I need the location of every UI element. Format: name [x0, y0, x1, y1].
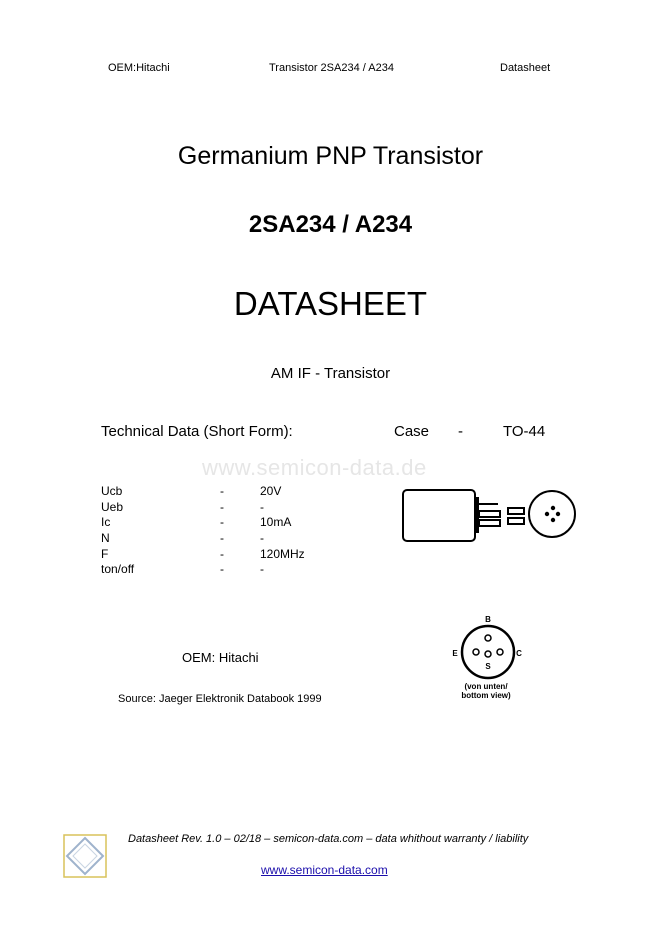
spec-dash: - — [220, 547, 224, 561]
spec-name: N — [101, 531, 110, 545]
pin-s — [485, 651, 491, 657]
spec-name: F — [101, 547, 109, 561]
technical-heading: Technical Data (Short Form): — [101, 423, 293, 440]
header-part: Transistor 2SA234 / A234 — [269, 62, 394, 74]
lead-section — [508, 518, 524, 524]
spec-name: Ueb — [101, 500, 124, 514]
spec-dash: - — [220, 531, 224, 545]
spec-dash: - — [220, 484, 224, 498]
spec-value: 10mA — [260, 515, 292, 529]
source-line: Source: Jaeger Elektronik Databook 1999 — [118, 693, 322, 705]
pinout-diagram — [448, 612, 538, 704]
spec-value: - — [260, 531, 264, 545]
case-drawing — [398, 485, 583, 550]
footer-text: Datasheet Rev. 1.0 – 02/18 – semicon-data.com – data whithout warranty / liability — [128, 833, 529, 845]
website-link[interactable]: www.semicon-data.com — [261, 863, 388, 877]
pin-label-b: B — [485, 615, 491, 624]
spec-name: Ic — [101, 515, 111, 529]
pin-b — [485, 635, 491, 641]
spec-value: - — [260, 500, 264, 514]
spec-dash: - — [220, 562, 224, 576]
lead — [479, 520, 500, 526]
spec-value: - — [260, 562, 264, 576]
header-oem: OEM:Hitachi — [108, 62, 170, 74]
lead — [479, 511, 500, 517]
title-part-number: 2SA234 / A234 — [248, 211, 413, 238]
title-type: Germanium PNP Transistor — [177, 142, 484, 170]
spec-dash: - — [220, 500, 224, 514]
watermark: www.semicon-data.de — [202, 455, 427, 480]
title-datasheet: DATASHEET — [233, 285, 428, 322]
header-doctype: Datasheet — [500, 62, 551, 74]
pinout-caption-line2: bottom view) — [461, 691, 511, 700]
spec-value: 120MHz — [260, 547, 305, 561]
pin-dot — [545, 512, 549, 516]
spec-name: Ucb — [101, 484, 123, 498]
pinout-caption-line1: (von unten/ — [464, 682, 508, 691]
pin-c — [497, 649, 503, 655]
pin-dot — [551, 506, 555, 510]
pin-label-s: S — [485, 662, 491, 671]
semicon-logo-icon — [63, 834, 107, 878]
lead-section — [508, 508, 524, 514]
pin-label-e: E — [452, 649, 458, 658]
pin-e — [473, 649, 479, 655]
spec-value: 20V — [260, 484, 282, 498]
case-value: TO-44 — [503, 423, 546, 440]
case-end-view — [529, 491, 575, 537]
case-body — [403, 490, 475, 541]
application-text: AM IF - Transistor — [270, 365, 391, 382]
pin-dot — [551, 518, 555, 522]
case-label: Case — [394, 423, 430, 440]
spec-name: ton/off — [101, 562, 135, 576]
case-dash: - — [458, 423, 463, 440]
pin-label-c: C — [516, 649, 522, 658]
spec-dash: - — [220, 515, 224, 529]
pin-dot — [556, 512, 560, 516]
oem-line: OEM: Hitachi — [182, 650, 259, 665]
